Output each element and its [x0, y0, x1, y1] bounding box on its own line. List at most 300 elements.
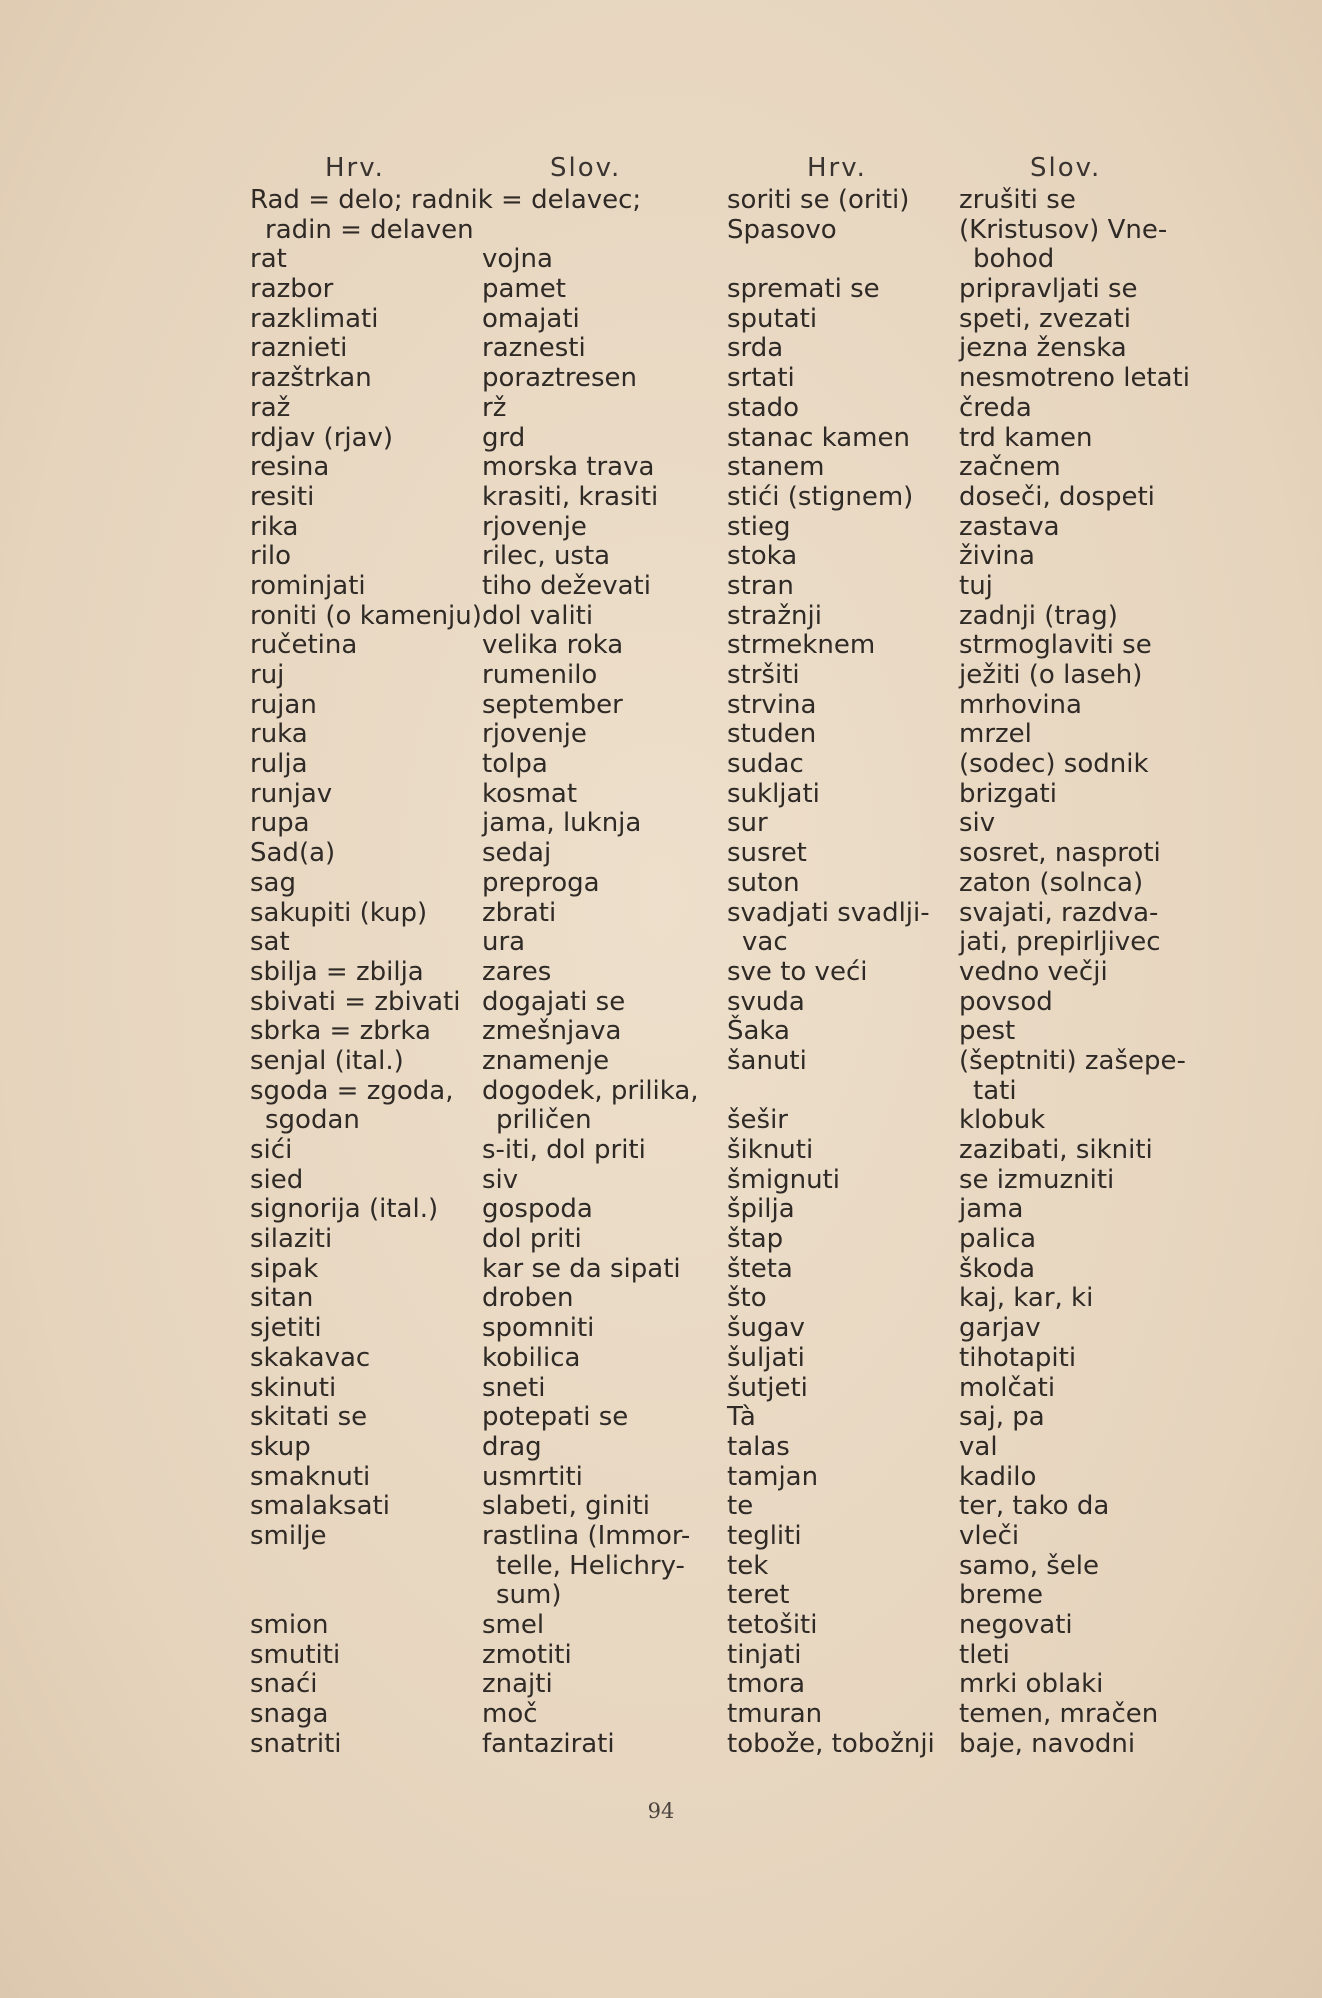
croatian-word: smutiti — [250, 1639, 341, 1670]
entry-row — [727, 1581, 1197, 1611]
croatian-word: stoka — [727, 541, 798, 572]
croatian-word: rika — [250, 511, 299, 542]
entry-row — [250, 1255, 720, 1285]
croatian-word: tinjati — [727, 1639, 802, 1670]
croatian-word: snaći — [250, 1669, 318, 1700]
header-slov-right: Slov. — [1030, 153, 1102, 183]
entry-row — [727, 453, 1197, 483]
croatian-word: stanem — [727, 452, 825, 483]
entry-row — [727, 1284, 1197, 1314]
entry-row — [727, 899, 1197, 929]
entry-row — [727, 1552, 1197, 1582]
croatian-word: sbrka = zbrka — [250, 1016, 431, 1047]
entry-row — [727, 1225, 1197, 1255]
entry-row — [250, 691, 720, 721]
croatian-word: runjav — [250, 778, 333, 809]
croatian-word: tmora — [727, 1669, 806, 1700]
entry-row — [250, 1106, 720, 1136]
croatian-word: stanac kamen — [727, 422, 910, 453]
entry-row — [250, 1700, 720, 1730]
croatian-word: soriti se (oriti) — [727, 185, 910, 215]
croatian-word: sjetiti — [250, 1313, 322, 1344]
slovene-translation: (šeptniti) zašepe- — [959, 1045, 1186, 1076]
entry-row — [250, 1136, 720, 1166]
left-column — [250, 186, 720, 1759]
entry-row — [250, 1641, 720, 1671]
slovene-translation: jama — [959, 1194, 1024, 1225]
slovene-translation: omajati — [482, 303, 580, 334]
slovene-translation: zares — [482, 956, 552, 987]
slovene-translation: sneti — [482, 1372, 546, 1403]
slovene-translation: dol valiti — [482, 600, 594, 631]
croatian-word: stražnji — [727, 600, 822, 631]
slovene-translation: nesmotreno letati — [959, 363, 1190, 394]
entry-row — [727, 1670, 1197, 1700]
slovene-translation: vleči — [959, 1520, 1020, 1551]
slovene-translation: tihotapiti — [959, 1342, 1077, 1373]
slovene-translation: priličen — [496, 1105, 592, 1136]
croatian-word: Sad(a) — [250, 838, 336, 869]
slovene-translation: tleti — [959, 1639, 1010, 1670]
entry-row — [727, 869, 1197, 899]
entry-row — [727, 958, 1197, 988]
slovene-translation: sosret, nasproti — [959, 838, 1161, 869]
entry-row — [727, 988, 1197, 1018]
slovene-translation: ura — [482, 927, 526, 958]
croatian-word: Rad = delo; radnik = delavec; — [250, 185, 642, 215]
croatian-word: smalaksati — [250, 1491, 390, 1522]
entry-row — [727, 780, 1197, 810]
entry-row — [250, 1670, 720, 1700]
header-slov-left: Slov. — [550, 153, 622, 183]
croatian-word: smilje — [250, 1520, 327, 1551]
entry-row — [727, 1255, 1197, 1285]
entry-row — [250, 1166, 720, 1196]
entry-row — [250, 1611, 720, 1641]
croatian-word: spremati se — [727, 274, 880, 305]
croatian-word: Tà — [727, 1402, 756, 1433]
slovene-translation: krasiti, krasiti — [482, 481, 659, 512]
slovene-translation: rumenilo — [482, 660, 598, 690]
croatian-word: senjal (ital.) — [250, 1045, 404, 1076]
slovene-translation: znamenje — [482, 1045, 610, 1076]
slovene-translation: ter, tako da — [959, 1491, 1110, 1522]
slovene-translation: zazibati, sikniti — [959, 1135, 1153, 1165]
entry-row — [250, 1374, 720, 1404]
slovene-translation: zadnji (trag) — [959, 600, 1118, 631]
croatian-word: rupa — [250, 808, 310, 839]
entry-row — [727, 1017, 1197, 1047]
entry-row — [727, 1314, 1197, 1344]
slovene-translation: potepati se — [482, 1402, 629, 1433]
entry-row — [250, 809, 720, 839]
croatian-word: sag — [250, 867, 296, 898]
entry-row — [727, 1106, 1197, 1136]
croatian-word: raž — [250, 392, 291, 423]
entry-row — [727, 1047, 1197, 1077]
entry-row — [727, 1166, 1197, 1196]
croatian-word: snatriti — [250, 1728, 342, 1759]
entry-row — [727, 394, 1197, 424]
slovene-translation: zbrati — [482, 897, 557, 928]
croatian-word: stran — [727, 570, 794, 601]
croatian-word: sat — [250, 927, 290, 958]
entry-row — [250, 216, 720, 246]
right-column — [727, 186, 1197, 1759]
entry-row — [727, 1522, 1197, 1552]
entry-row — [727, 483, 1197, 513]
croatian-word: šutjeti — [727, 1372, 808, 1403]
croatian-word: suton — [727, 867, 800, 898]
entry-row — [250, 572, 720, 602]
croatian-word: svadjati svadlji- — [727, 897, 930, 928]
croatian-word: skitati se — [250, 1402, 368, 1433]
slovene-translation: sum) — [496, 1580, 562, 1611]
croatian-word: Spasovo — [727, 214, 837, 245]
slovene-translation: vojna — [482, 244, 553, 275]
croatian-word: rdjav (rjav) — [250, 422, 394, 453]
croatian-word: Šaka — [727, 1016, 790, 1047]
entry-row — [250, 1017, 720, 1047]
entry-row — [727, 1374, 1197, 1404]
slovene-translation: s-iti, dol priti — [482, 1135, 646, 1165]
croatian-word: rominjati — [250, 570, 366, 601]
croatian-word: šiknuti — [727, 1135, 814, 1165]
slovene-translation: tolpa — [482, 749, 548, 780]
slovene-translation: speti, zvezati — [959, 303, 1132, 334]
croatian-word: susret — [727, 838, 807, 869]
croatian-word: sitan — [250, 1283, 314, 1314]
croatian-word: štap — [727, 1224, 784, 1255]
slovene-translation: kobilica — [482, 1342, 581, 1373]
croatian-word: smion — [250, 1610, 329, 1640]
croatian-word: sve to veći — [727, 956, 868, 987]
croatian-word: sipak — [250, 1253, 319, 1284]
croatian-word: strvina — [727, 689, 817, 720]
slovene-translation: jati, prepirljivec — [959, 927, 1161, 958]
croatian-word — [727, 245, 959, 275]
slovene-translation: zastava — [959, 511, 1060, 542]
slovene-translation: siv — [959, 808, 996, 839]
entry-row — [250, 1077, 720, 1107]
slovene-translation: vedno večji — [959, 956, 1108, 987]
entry-row — [727, 631, 1197, 661]
croatian-word: ruj — [250, 660, 285, 690]
entry-row — [250, 483, 720, 513]
slovene-translation: sedaj — [482, 838, 552, 869]
entry-row — [250, 305, 720, 335]
croatian-word: sied — [250, 1164, 304, 1195]
croatian-word: strmeknem — [727, 630, 876, 661]
entry-row — [250, 513, 720, 543]
croatian-word: što — [727, 1283, 767, 1314]
slovene-translation: velika roka — [482, 630, 624, 661]
entry-row — [727, 1433, 1197, 1463]
croatian-word — [250, 1552, 482, 1582]
slovene-translation: zaton (solnca) — [959, 867, 1144, 898]
slovene-translation: garjav — [959, 1313, 1041, 1344]
slovene-translation: škoda — [959, 1253, 1036, 1284]
entry-row — [727, 1403, 1197, 1433]
slovene-translation: slabeti, giniti — [482, 1491, 650, 1522]
slovene-translation: povsod — [959, 986, 1053, 1017]
slovene-translation: zmotiti — [482, 1639, 572, 1670]
croatian-word: resiti — [250, 481, 315, 512]
croatian-word — [250, 1581, 482, 1611]
entry-row — [727, 186, 1197, 216]
entry-row — [250, 1047, 720, 1077]
croatian-word: signorija (ital.) — [250, 1194, 439, 1225]
croatian-word: šteta — [727, 1253, 793, 1284]
slovene-translation: doseči, dospeti — [959, 481, 1155, 512]
entry-row — [250, 1522, 720, 1552]
entry-row — [250, 1730, 720, 1760]
croatian-word: šanuti — [727, 1045, 807, 1076]
entry-row — [250, 750, 720, 780]
croatian-word: razštrkan — [250, 363, 372, 394]
entry-row — [727, 424, 1197, 454]
slovene-translation: negovati — [959, 1610, 1073, 1640]
slovene-translation: svajati, razdva- — [959, 897, 1159, 928]
croatian-word: smaknuti — [250, 1461, 371, 1492]
slovene-translation: pest — [959, 1016, 1016, 1047]
slovene-translation: dogodek, prilika, — [482, 1075, 699, 1106]
slovene-translation: se izmuzniti — [959, 1164, 1115, 1195]
slovene-translation: gospoda — [482, 1194, 593, 1225]
slovene-translation: palica — [959, 1224, 1037, 1255]
slovene-translation: pripravljati se — [959, 274, 1138, 305]
slovene-translation: kaj, kar, ki — [959, 1283, 1094, 1314]
slovene-translation: začnem — [959, 452, 1061, 483]
entry-row — [727, 364, 1197, 394]
croatian-word: šmignuti — [727, 1164, 840, 1195]
croatian-word: sur — [727, 808, 768, 839]
entry-row — [727, 1344, 1197, 1374]
entry-row — [727, 1136, 1197, 1166]
slovene-translation: rž — [482, 392, 507, 423]
slovene-translation: (Kristusov) Vne- — [959, 214, 1168, 245]
entry-row — [727, 334, 1197, 364]
croatian-word: sudac — [727, 749, 804, 780]
entry-row — [250, 1492, 720, 1522]
entry-row — [727, 1641, 1197, 1671]
entry-row — [250, 1433, 720, 1463]
croatian-word: rat — [250, 244, 287, 275]
entry-row — [250, 780, 720, 810]
croatian-word: sići — [250, 1135, 293, 1165]
croatian-word: snaga — [250, 1699, 329, 1730]
slovene-translation: saj, pa — [959, 1402, 1045, 1433]
slovene-translation: tuj — [959, 570, 993, 601]
croatian-word: sukljati — [727, 778, 820, 809]
slovene-translation: rjovenje — [482, 511, 587, 542]
slovene-translation: breme — [959, 1580, 1043, 1611]
croatian-word: silaziti — [250, 1224, 333, 1255]
entry-row — [727, 839, 1197, 869]
slovene-translation: zmešnjava — [482, 1016, 622, 1047]
slovene-translation: (sodec) sodnik — [959, 749, 1149, 780]
slovene-translation: mrzel — [959, 719, 1032, 750]
entry-row — [727, 750, 1197, 780]
entry-row — [727, 928, 1197, 958]
slovene-translation: bohod — [973, 244, 1055, 275]
slovene-translation: rastlina (Immor- — [482, 1520, 691, 1551]
slovene-translation: usmrtiti — [482, 1461, 583, 1492]
entry-row — [250, 275, 720, 305]
croatian-word: špilja — [727, 1194, 795, 1225]
entry-row — [727, 1730, 1197, 1760]
croatian-word: skup — [250, 1431, 311, 1462]
slovene-translation: smel — [482, 1610, 545, 1640]
entry-row — [727, 602, 1197, 632]
entry-row — [250, 1403, 720, 1433]
entry-row — [727, 572, 1197, 602]
slovene-translation: baje, navodni — [959, 1728, 1136, 1759]
croatian-word: svuda — [727, 986, 805, 1017]
entry-row — [250, 661, 720, 691]
croatian-word: tek — [727, 1550, 769, 1581]
entry-row — [727, 1195, 1197, 1225]
entry-row — [727, 691, 1197, 721]
entry-row — [727, 1492, 1197, 1522]
croatian-word: tetošiti — [727, 1610, 818, 1640]
slovene-translation: raznesti — [482, 333, 586, 364]
entry-row — [250, 186, 720, 216]
croatian-word: tamjan — [727, 1461, 819, 1492]
slovene-translation: moč — [482, 1699, 538, 1730]
entry-row — [250, 839, 720, 869]
croatian-word: ručetina — [250, 630, 358, 661]
entry-row — [250, 602, 720, 632]
entry-row — [727, 1700, 1197, 1730]
entry-row — [727, 245, 1197, 275]
slovene-translation: brizgati — [959, 778, 1057, 809]
croatian-word: sgodan — [265, 1105, 360, 1136]
entry-row — [250, 424, 720, 454]
entry-row — [727, 513, 1197, 543]
croatian-word: skakavac — [250, 1342, 371, 1373]
slovene-translation: telle, Helichry- — [496, 1550, 685, 1581]
slovene-translation: molčati — [959, 1372, 1056, 1403]
slovene-translation: dol priti — [482, 1224, 582, 1255]
croatian-word: resina — [250, 452, 330, 483]
croatian-word: stršiti — [727, 660, 800, 690]
croatian-word: sakupiti (kup) — [250, 897, 428, 928]
entry-row — [727, 1463, 1197, 1493]
entry-row — [727, 542, 1197, 572]
croatian-word: šuljati — [727, 1342, 805, 1373]
croatian-word — [727, 1077, 959, 1107]
slovene-translation: tiho deževati — [482, 570, 651, 601]
entry-row — [250, 1195, 720, 1225]
entry-row — [250, 334, 720, 364]
croatian-word: stići (stignem) — [727, 481, 914, 512]
page-number: 94 — [647, 1799, 675, 1823]
slovene-translation: jama, luknja — [482, 808, 642, 839]
croatian-word: rulja — [250, 749, 308, 780]
croatian-word: studen — [727, 719, 817, 750]
entry-row — [250, 1284, 720, 1314]
croatian-word: talas — [727, 1431, 790, 1462]
slovene-translation: dogajati se — [482, 986, 626, 1017]
croatian-word: sgoda = zgoda, — [250, 1075, 454, 1106]
croatian-word: razklimati — [250, 303, 379, 334]
entry-row — [250, 394, 720, 424]
slovene-translation: pamet — [482, 274, 566, 305]
entry-row — [250, 1344, 720, 1374]
entry-row — [250, 720, 720, 750]
croatian-word: rilo — [250, 541, 292, 572]
entry-row — [727, 809, 1197, 839]
croatian-word: stieg — [727, 511, 791, 542]
slovene-translation: september — [482, 689, 623, 720]
slovene-translation: tati — [973, 1075, 1017, 1106]
slovene-translation: čreda — [959, 392, 1032, 423]
croatian-word: šešir — [727, 1105, 789, 1136]
slovene-translation: rjovenje — [482, 719, 587, 750]
entry-row — [250, 958, 720, 988]
entry-row — [250, 1314, 720, 1344]
croatian-word: tobože, tobožnji — [727, 1728, 935, 1759]
croatian-word: radin = delaven — [265, 214, 474, 245]
slovene-translation: klobuk — [959, 1105, 1046, 1136]
croatian-word: vac — [742, 927, 788, 958]
slovene-translation: jezna ženska — [959, 333, 1127, 364]
croatian-word: ruka — [250, 719, 308, 750]
slovene-translation: mrhovina — [959, 689, 1082, 720]
entry-row — [727, 275, 1197, 305]
croatian-word: sputati — [727, 303, 818, 334]
slovene-translation: temen, mračen — [959, 1699, 1159, 1730]
croatian-word: roniti (o kamenju) — [250, 600, 482, 631]
entry-row — [727, 661, 1197, 691]
croatian-word: sbilja = zbilja — [250, 956, 424, 987]
entry-row — [250, 245, 720, 275]
entry-row — [250, 542, 720, 572]
entry-row — [250, 453, 720, 483]
entry-row — [727, 1611, 1197, 1641]
croatian-word: raznieti — [250, 333, 348, 364]
slovene-translation: samo, šele — [959, 1550, 1100, 1581]
slovene-translation: mrki oblaki — [959, 1669, 1104, 1700]
croatian-word: razbor — [250, 274, 334, 305]
entry-row — [250, 364, 720, 394]
croatian-word: skinuti — [250, 1372, 337, 1403]
entry-row — [250, 631, 720, 661]
slovene-translation: kadilo — [959, 1461, 1037, 1492]
entry-row — [250, 988, 720, 1018]
slovene-translation: ježiti (o laseh) — [959, 660, 1143, 690]
slovene-translation: kar se da sipati — [482, 1253, 681, 1284]
slovene-translation: poraztresen — [482, 363, 638, 394]
entry-row — [727, 720, 1197, 750]
croatian-word: srtati — [727, 363, 795, 394]
slovene-translation: zrušiti se — [959, 185, 1076, 215]
entry-row — [250, 1552, 720, 1582]
entry-row — [250, 1225, 720, 1255]
entry-row — [727, 216, 1197, 246]
entry-row — [250, 1463, 720, 1493]
slovene-translation: strmoglaviti se — [959, 630, 1152, 661]
entry-row — [250, 899, 720, 929]
slovene-translation: znajti — [482, 1669, 553, 1700]
croatian-word: sbivati = zbivati — [250, 986, 461, 1017]
header-hrv-left: Hrv. — [325, 153, 385, 183]
entry-row — [250, 1581, 720, 1611]
header-hrv-right: Hrv. — [807, 153, 867, 183]
slovene-translation: siv — [482, 1164, 519, 1195]
croatian-word: te — [727, 1491, 754, 1522]
